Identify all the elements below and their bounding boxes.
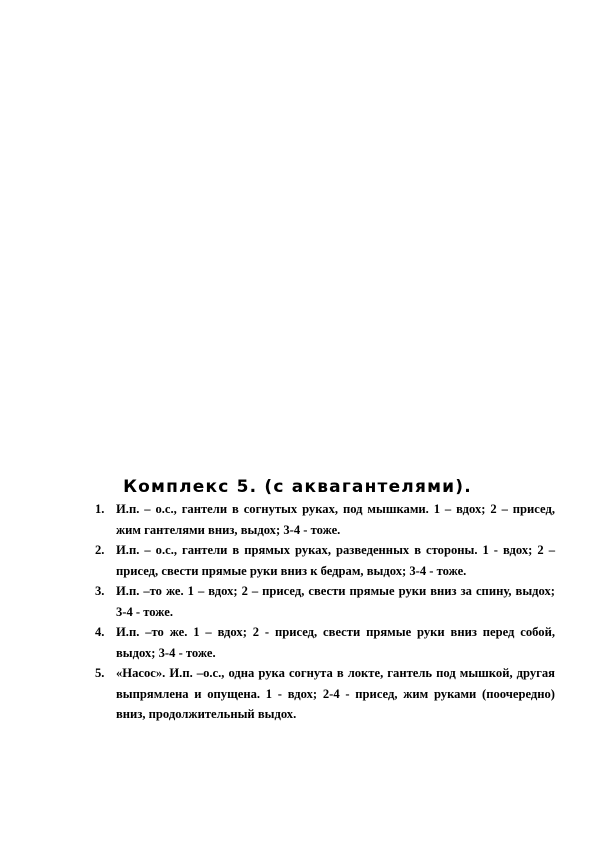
exercise-number: 3. (95, 584, 105, 598)
exercise-item-5 (95, 663, 555, 725)
page-title: Комплекс 5. (с аквагантелями). (123, 477, 472, 497)
exercise-number: 4. (95, 625, 105, 639)
exercise-list (95, 499, 555, 725)
exercise-item-1 (95, 499, 555, 540)
exercise-item-3 (95, 581, 555, 622)
exercise-text: И.п. –то же. 1 – вдох; 2 - присед, свести прямые руки вниз перед собой, выдох; 3-4 - тоже. (116, 625, 555, 660)
exercise-number: 1. (95, 502, 105, 516)
exercise-item-4 (95, 622, 555, 663)
exercise-number: 2. (95, 543, 105, 557)
exercise-number: 5. (95, 666, 105, 680)
exercise-text: И.п. – о.с., гантели в согнутых руках, под мышками. 1 – вдох; 2 – присед, жим гантелями вниз, выдох; 3-4 - тоже. (116, 502, 555, 537)
exercise-text: И.п. –то же. 1 – вдох; 2 – присед, свести прямые руки вниз за спину, выдох; 3-4 - тоже. (116, 584, 555, 619)
exercise-item-2 (95, 540, 555, 581)
exercise-text: «Насос». И.п. –о.с., одна рука согнута в локте, гантель под мышкой, другая выпрямлена и опущена. 1 - вдох; 2-4 - присед, жим руками (поочередно) вниз, продолжительный выдох. (116, 666, 555, 721)
exercise-text: И.п. – о.с., гантели в прямых руках, разведенных в стороны. 1 - вдох; 2 – присед, свести прямые руки вниз к бедрам, выдох; 3-4 - тоже. (116, 543, 555, 578)
